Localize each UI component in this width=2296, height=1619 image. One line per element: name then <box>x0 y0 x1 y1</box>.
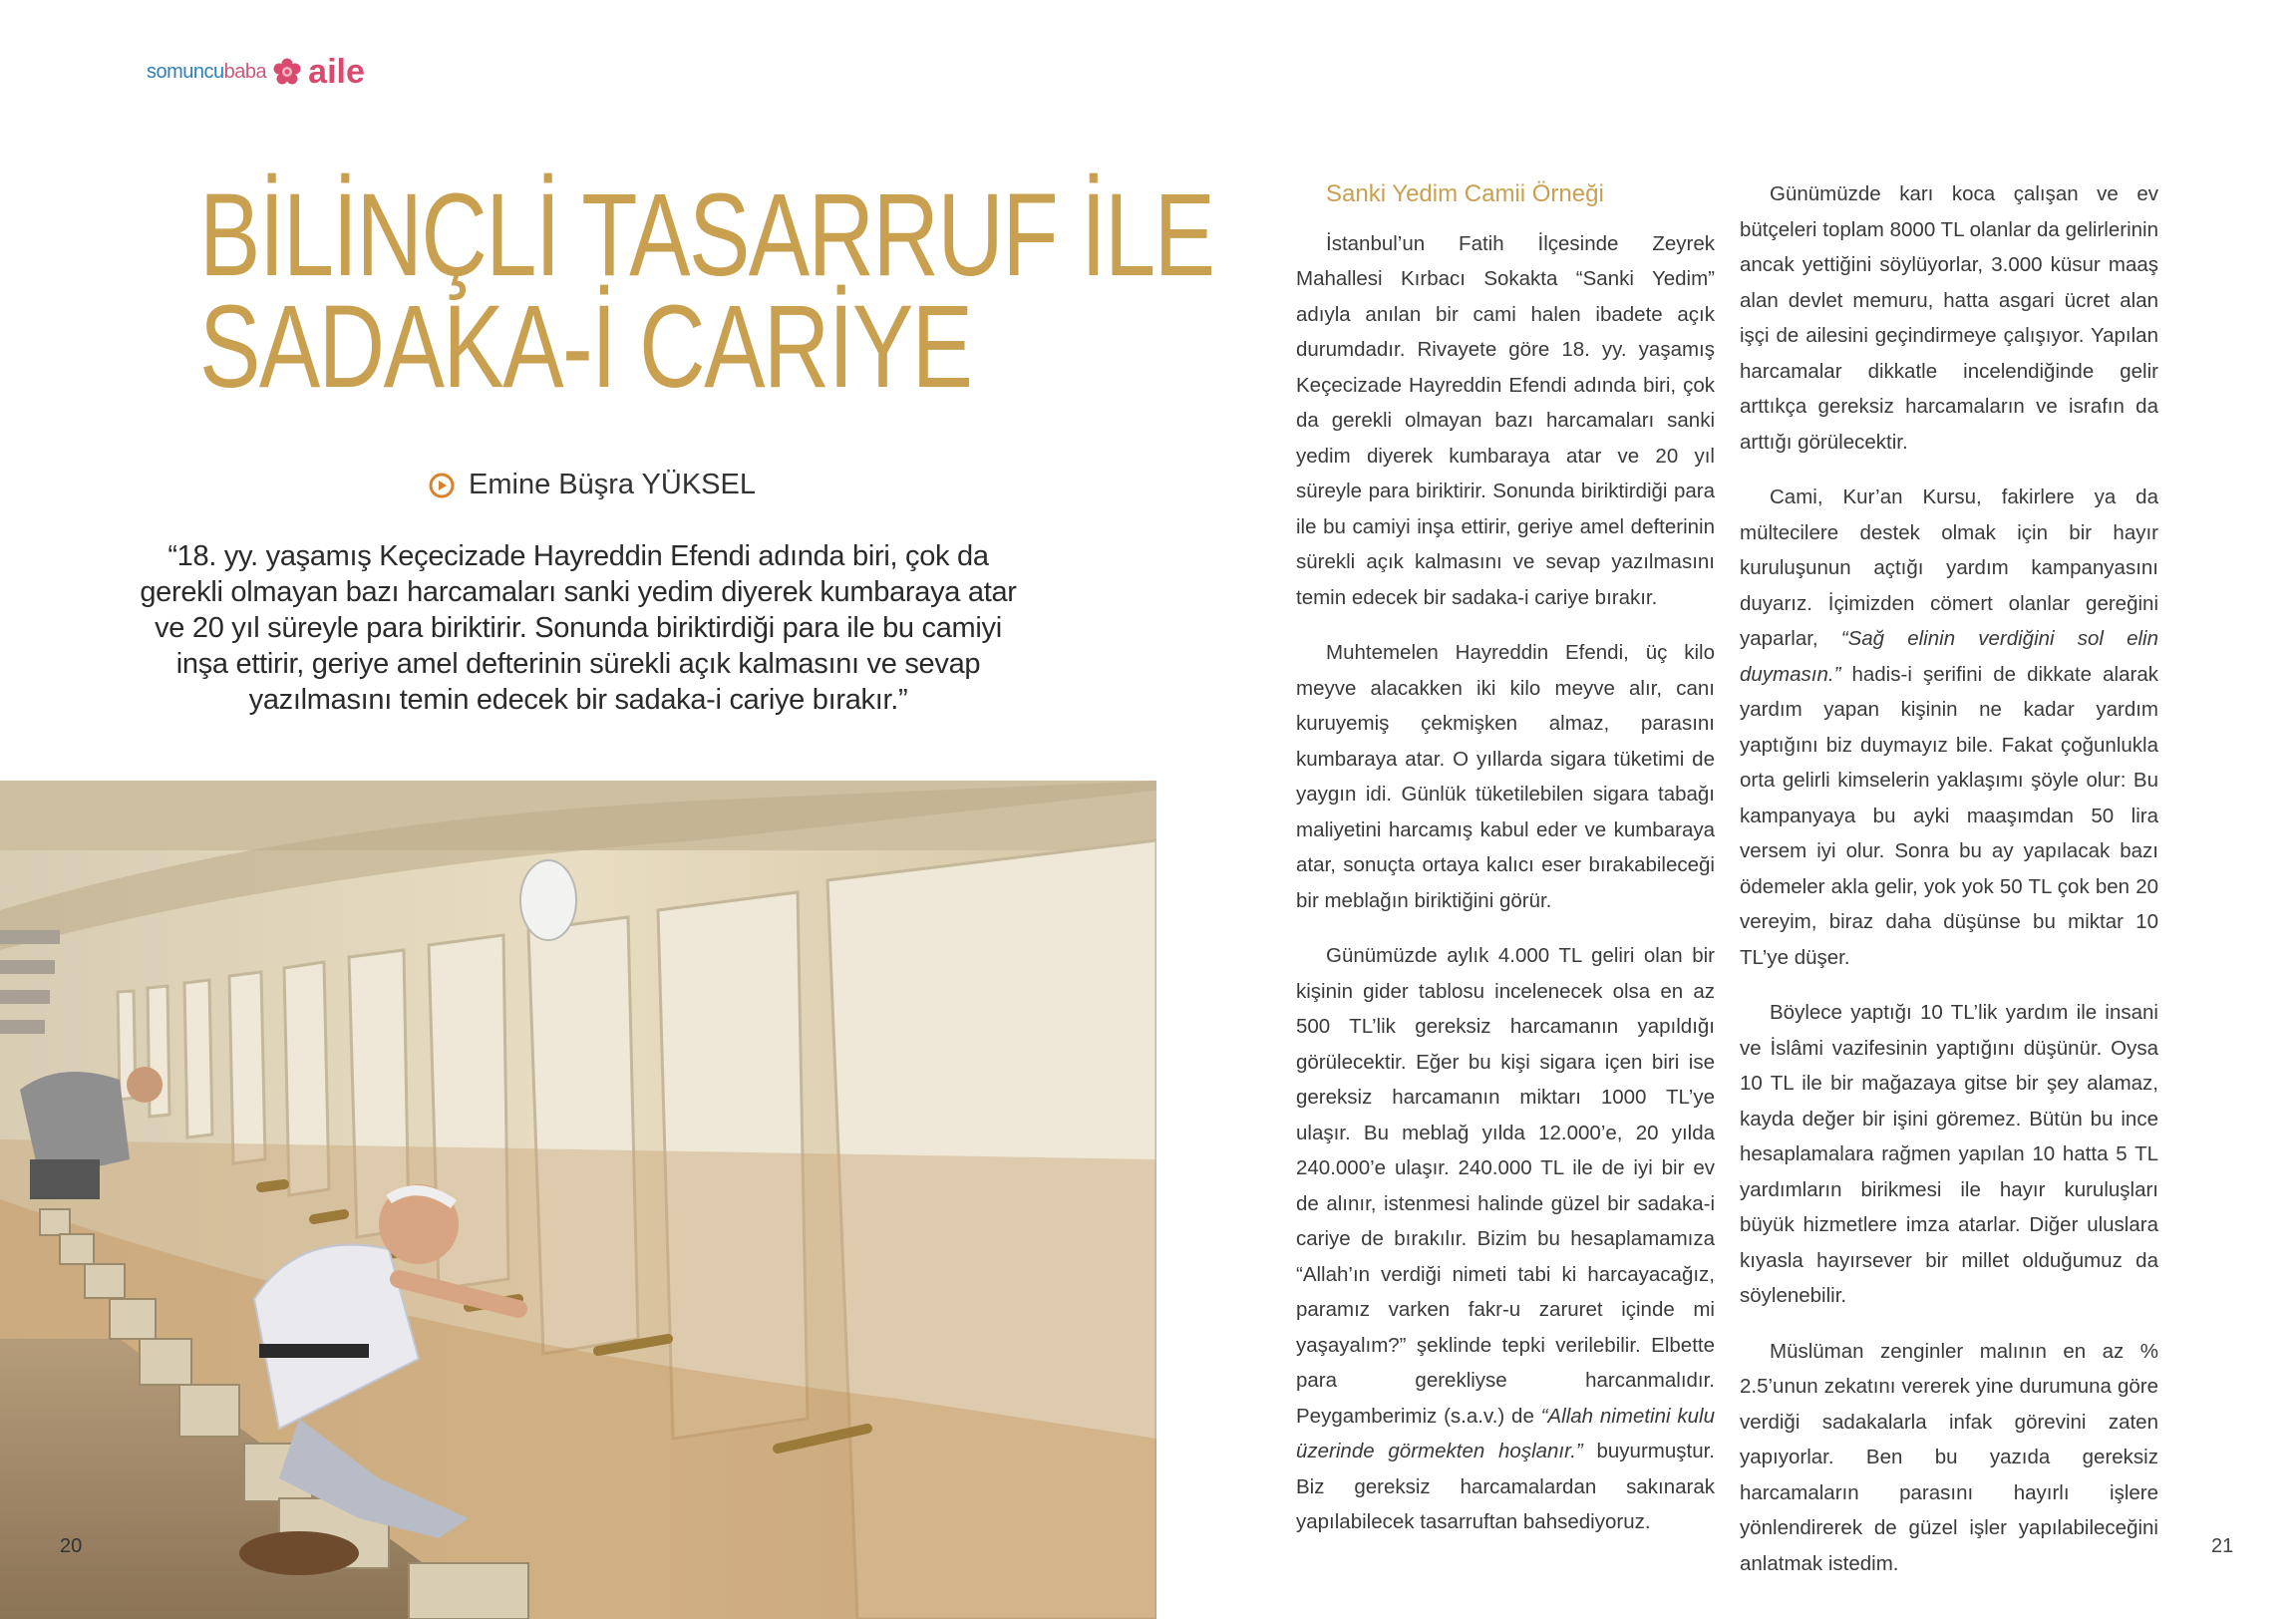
column1-paragraph-1: İstanbul’un Fatih İlçesinde Zeyrek Mahallesi Kırbacı Sokakta “Sanki Yedim” adıyla anılan bir cami halen ibadete açık durumdadır. Rivayete göre 18. yy. yaşamış Keçecizade Hayreddin Efendi adında biri, çok da gerekli olmayan bazı harcamaları sanki yedim diyerek kumbaraya atar ve 20 yıl süreyle para biriktirir. Sonunda biriktirdiği para ile bu camiyi inşa ettirir, geriye amel defterinin sürekli açık kalmasını ve sevap yazılmasını temin edecek bir sadaka-i cariye bırakır. <box>1296 231 1715 609</box>
section-heading: Sanki Yedim Camii Örneği <box>1326 180 1604 207</box>
rose-logo-icon <box>272 57 302 87</box>
column2-paragraph-4: Müslüman zenginler malının en az % 2.5’unun zekatını vererek yine durumuna göre verdiği sadakalarla infak görevini zaten yapıyorlar. Ben bu yazıda gereksiz harcamaların parasını hayırlı işlere yönlendirerek de güzel işler yapılabileceğini anlatmak istedim. <box>1740 1339 2158 1575</box>
article-title <box>199 169 1214 413</box>
column2-paragraph-2: Cami, Kur’an Kursu, fakirlere ya da mültecilere destek olmak için bir hayır kuruluşunun açtığı yardım kampanyasını duyarız. İçimizden cömert olanlar gereğini yaparlar, “Sağ elinin verdiğini sol elin duymasın.” hadis-i şerifini de dikkate alarak yardım yapan kişinin ne kadar yardım yaptığını biz duymayız bile. Fakat çoğunlukla orta gelirli kimselerin yaklaşımı şöyle olur: Bu kampanyaya bu ayki maaşımdan 50 lira versem iyi olur. Sonra bu ay yapılacak bazı ödemeler akla gelir, yok yok 50 TL çok ben 20 vereyim, biraz daha düşünse bu miktar 10 TL’ye düşer. <box>1740 486 2158 969</box>
title-line-1: BİLİNÇLİ TASARRUF İLE <box>199 169 1214 301</box>
magazine-logo <box>147 52 365 92</box>
page-number-left: 20 <box>60 1535 83 1557</box>
hadith-quote: “Sağ elinin verdiğini sol elin duymasın.” <box>1740 627 2158 686</box>
photo-illustration <box>0 781 1156 1619</box>
hadith-quote: “Allah nimetini kulu üzerinde görmekten hoşlanır.” <box>1296 1404 1715 1462</box>
column1-paragraph-3: Günümüzde aylık 4.000 TL geliri olan bir kişinin gider tablosu incelenecek olsa en az 500 TL’lik gereksiz harcamanın yapıldığı görülecektir. Eğer bu kişi sigara içen biri ise gereksiz harcamanın miktarı 1000 TL’ye ulaşır. Bu meblağ yılda 12.000’e, 20 yılda 240.000’e ulaşır. 240.000 TL ile de iyi bir ev de alınır, istenmesi halinde güzel bir sadaka-i cariye de bırakılır. Bizim bu hesaplamamıza “Allah’ın verdiği nimeti tabi ki harcayacağız, paramız varken fakr-u zaruret içinde mi yaşayalım?” şeklinde tepki verilebilir. Elbette para gerekliyse harcanmalıdır. Peygamberimiz (s.a.v.) de “Allah nimetini kulu üzerinde görmekten hoşlanır.” buyurmuştur. Biz gereksiz harcamalardan sakınarak yapılabilecek tasarruftan bahsediyoruz. <box>1296 944 1715 1533</box>
title-line-2: SADAKA-İ CARİYE <box>199 281 972 413</box>
play-circle-icon <box>429 473 455 498</box>
pull-quote: “18. yy. yaşamış Keçecizade Hayreddin Efendi adında biri, çok da gerekli olmayan bazı harcamaları sanki yedim diyerek kumbaraya atar ve 20 yıl süreyle para biriktirir. Sonunda biriktirdiği para ile bu camiyi inşa ettirir, geriye amel defterinin sürekli açık kalmasını ve sevap yazılmasını temin edecek bir sadaka-i cariye bırakır.” <box>140 540 1017 716</box>
article-column-2 <box>1740 176 2158 1601</box>
ablution-fountain-photo <box>0 781 1156 1619</box>
logo-brand: somuncubaba <box>147 60 267 83</box>
column2-paragraph-1: Günümüzde karı koca çalışan ve ev bütçeleri toplam 8000 TL olanlar da gelirlerinin ancak yettiğini söylüyorlar, 3.000 küsur maaş alan devlet memuru, hatta asgari ücret alan işçi de ailesini geçindirmeye çalışıyor. Yapılan harcamalar dikkatle incelendiğinde gelir arttıkça gereksiz harcamaların ve israfın da arttığı görülecektir. <box>1740 182 2158 454</box>
logo-aile: aile <box>308 53 365 91</box>
column1-paragraph-2: Muhtemelen Hayreddin Efendi, üç kilo meyve alacakken iki kilo meyve alır, canı kuruyemiş çekmişken almaz, parasını kumbaraya atar. O yıllarda sigara tüketimi de yaygın idi. Günlük tüketilebilen sigara tabağı maliyetini harcamış kabul eder ve kumbaraya atar, sonuçta ortaya kalıcı eser bırakabileceği bir meblağın biriktiğini görür. <box>1296 641 1715 912</box>
article-column-1 <box>1296 176 1715 1560</box>
page-number-right: 21 <box>2211 1535 2234 1557</box>
column2-paragraph-3: Böylece yaptığı 10 TL’lik yardım ile insani ve İslâmi vazifesinin yaptığını düşünür. Oysa 10 TL ile bir mağazaya gitse bir şey alamaz, kayda değer bir işini göremez. Bütün bu ince hesaplamalara rağmen yapılan 10 hatta 5 TL yardımların birikmesi ile hayır kuruluşları büyük hizmetlere imza atarlar. Diğer uluslara kıyasla hayırsever bir millet olduğumuz da söylenebilir. <box>1740 1001 2158 1307</box>
author-byline <box>429 469 756 501</box>
author-name: Emine Büşra YÜKSEL <box>469 469 756 500</box>
